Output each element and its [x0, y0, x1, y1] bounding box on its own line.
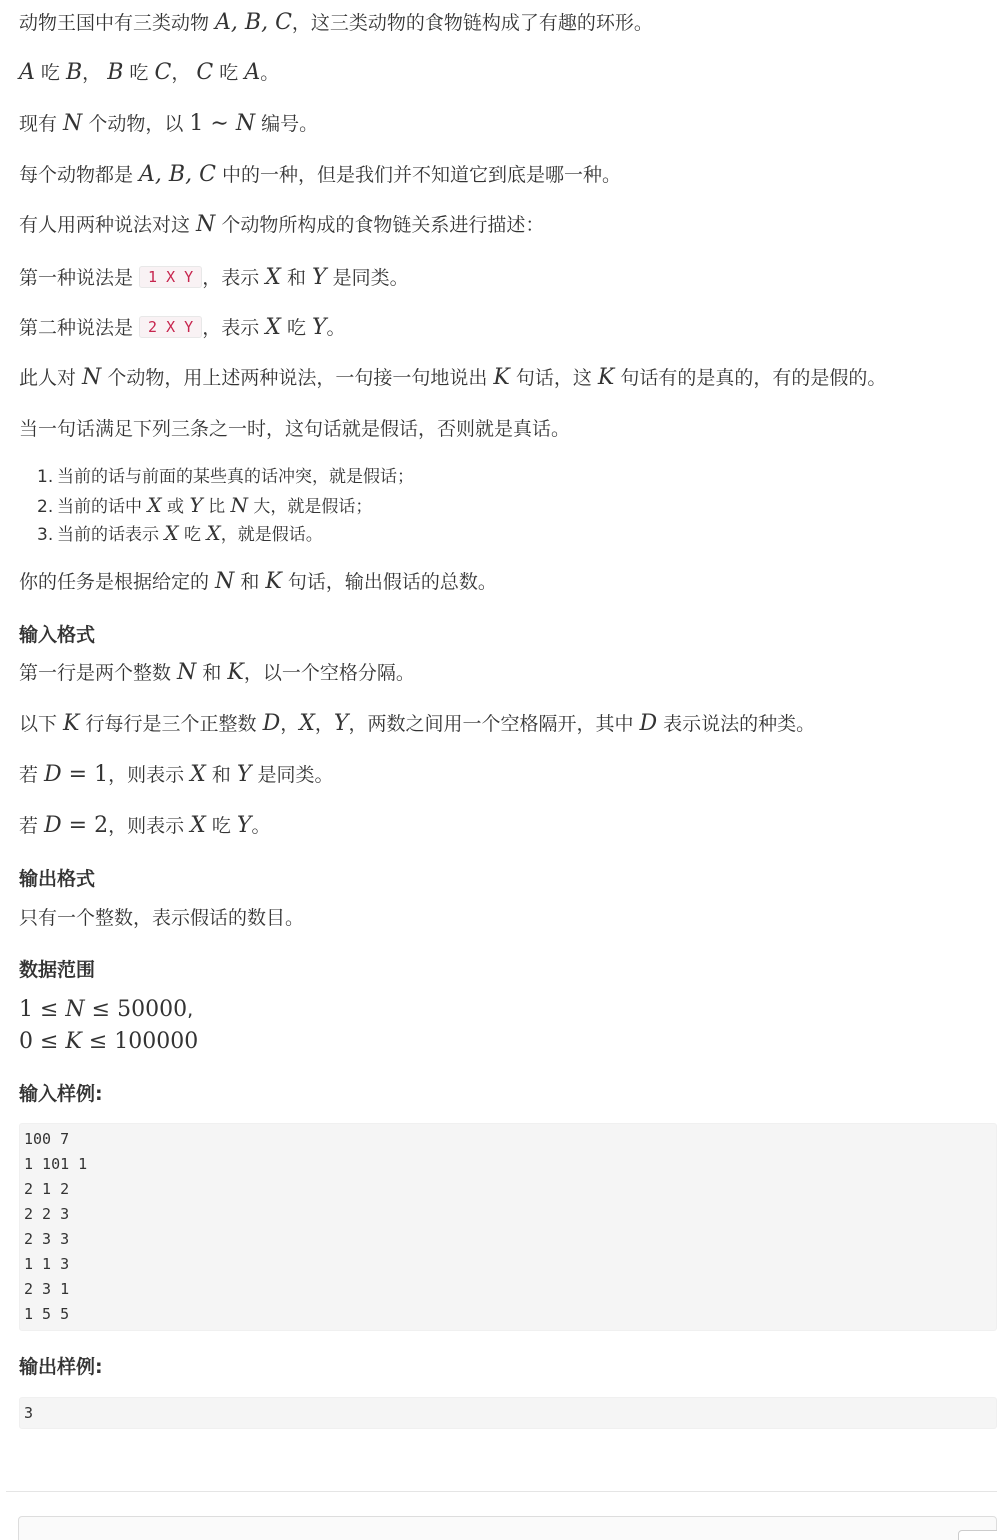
editor-button[interactable]: [958, 1530, 997, 1540]
data-range-line-2: 0 ≤ K ≤ 100000: [19, 1029, 199, 1054]
task-paragraph: 你的任务是根据给定的 N 和 K 句话，输出假话的总数。: [19, 569, 497, 594]
inline-code-1xy: 1 X Y: [139, 266, 202, 288]
intro-paragraph-6: 第一种说法是 1 X Y ，表示 X 和 Y 是同类。: [19, 265, 409, 290]
math-abc: A, B, C: [215, 10, 292, 35]
input-format-line-3: 若 D = 1，则表示 X 和 Y 是同类。: [19, 762, 334, 787]
intro-paragraph-5: 有人用两种说法对这 N 个动物所构成的食物链关系进行描述：: [19, 212, 545, 237]
data-range-heading: 数据范围: [19, 959, 96, 981]
intro-paragraph-8: 此人对 N 个动物，用上述两种说法，一句接一句地说出 K 句话，这 K 句话有的是真的，有的是假的。: [19, 365, 887, 390]
intro-paragraph-9: 当一句话满足下列三条之一时，这句话就是假话，否则就是真话。: [19, 418, 571, 440]
divider: [6, 1491, 997, 1492]
input-format-line-4: 若 D = 2，则表示 X 吃 Y。: [19, 813, 271, 838]
intro-paragraph-7: 第二种说法是 2 X Y ，表示 X 吃 Y。: [19, 315, 346, 340]
false-statement-rules: [19, 463, 414, 547]
data-range-line-1: 1 ≤ N ≤ 50000,: [19, 997, 194, 1022]
intro-paragraph-3: 现有 N 个动物，以 1 ∼ N 编号。: [19, 111, 319, 136]
sample-output-code: 3: [19, 1397, 997, 1429]
input-format-line-1: 第一行是两个整数 N 和 K，以一个空格分隔。: [19, 660, 415, 685]
sample-output-heading: 输出样例:: [19, 1356, 103, 1378]
sample-input-heading: 输入样例:: [19, 1083, 103, 1105]
output-format-text: 只有一个整数，表示假话的数目。: [19, 907, 305, 929]
list-item: 2. 当前的话中 X 或 Y 比 N 大，就是假话；: [37, 493, 373, 517]
sample-input-code: 100 7 1 101 1 2 1 2 2 2 3 2 3 3 1 1 3 2 3 1 1 5 5: [19, 1123, 997, 1331]
list-item: 3. 当前的话表示 X 吃 X，就是假话。: [37, 521, 323, 545]
intro-paragraph-2: A 吃 B， B 吃 C， C 吃 A。: [19, 60, 280, 85]
input-format-heading: 输入格式: [19, 624, 96, 646]
input-format-line-2: 以下 K 行每行是三个正整数 D，X，Y，两数之间用一个空格隔开，其中 D 表示说法的种类。: [19, 711, 816, 736]
intro-paragraph-4: 每个动物都是 A, B, C 中的一种，但是我们并不知道它到底是哪一种。: [19, 162, 621, 187]
intro-paragraph-1: 动物王国中有三类动物 A, B, C，这三类动物的食物链构成了有趣的环形。: [19, 10, 653, 35]
output-format-heading: 输出格式: [19, 868, 96, 890]
code-editor-box[interactable]: [18, 1516, 997, 1540]
inline-code-2xy: 2 X Y: [139, 316, 202, 338]
list-item: 1. 当前的话与前面的某些真的话冲突，就是假话；: [37, 467, 414, 487]
